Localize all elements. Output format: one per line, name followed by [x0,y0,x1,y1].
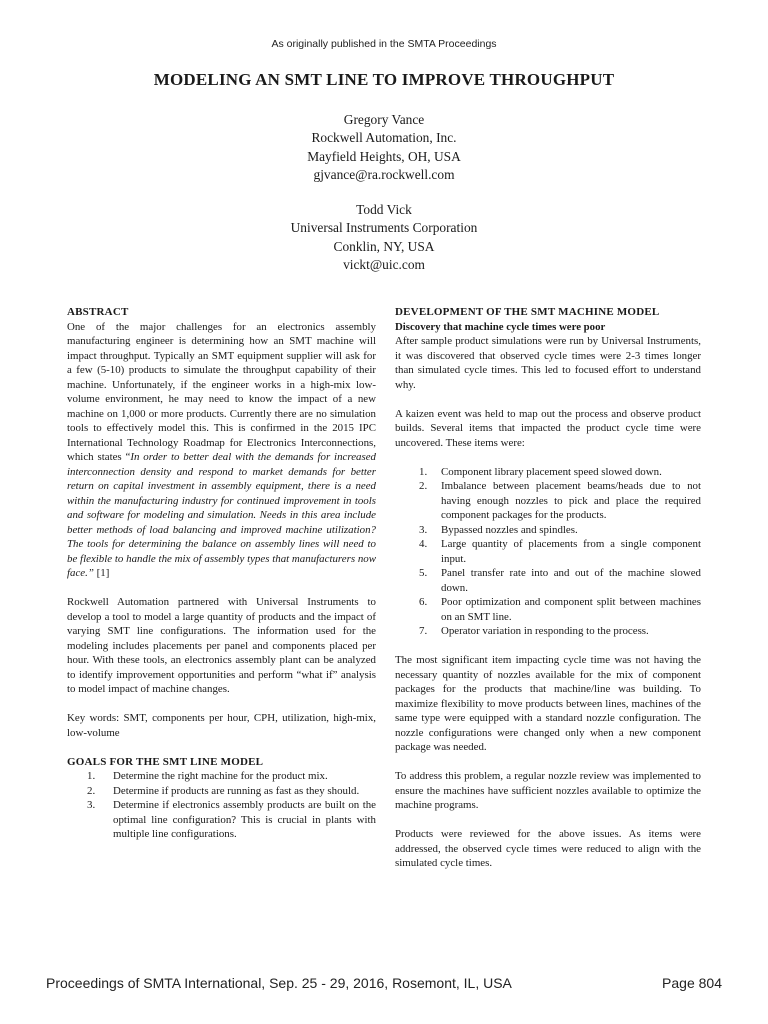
list-text: Component library placement speed slowed down. [441,465,662,478]
list-text: Bypassed nozzles and spindles. [441,523,578,536]
abstract-paragraph [67,320,376,581]
list-text: Determine if products are running as fast as they should. [113,784,360,797]
goals-heading: GOALS FOR THE SMT LINE MODEL [67,755,264,768]
author-block [0,201,768,274]
list-text: Poor optimization and component split between machines on an SMT line. [441,596,701,623]
author-organization: Universal Instruments Corporation [290,220,478,236]
author-block [0,111,768,184]
left-column [67,305,376,856]
development-subheading: Discovery that machine cycle times were poor [395,320,606,333]
right-column [395,305,701,885]
list-item [395,479,701,523]
author-email[interactable]: vickt@uic.com [343,257,425,273]
list-item [395,523,701,538]
abstract-quote: In order to better deal with the demands for increased interconnection density and respond to market demands for better return on capital investment in assembly equipment, there is a need within the manufacturing industry for continued improvement in tools and software for modeling and simulation. Needs in this area include better methods of load balancing and improved machine utilization? The tools for determining the balance on assembly lines will need to be flexible to handle the mix of assembly types that manufacturers now face.” [67,451,376,579]
list-number: 4. [419,538,428,550]
author-name: Todd Vick [356,202,412,218]
list-item [67,798,376,842]
author-email[interactable]: gjvance@ra.rockwell.com [313,166,455,182]
abstract-paragraph: Rockwell Automation partnered with Universal Instruments to develop a tool to model a large quantity of products and the impact of varying SMT line configurations. The information used for the modeling includes placements per panel and components placed per hour. With these tools, an electronics assembly plant can be analyzed to identify improvement opportunities and perform “what if” analysis to model impact of machine changes. [67,596,376,695]
author-name: Gregory Vance [343,112,425,127]
author-location: Mayfield Heights, OH, USA [307,148,461,164]
citation-reference: [1] [93,567,110,579]
list-text: Imbalance between placement beams/heads due to not having enough nozzles to pick and place the required component packages for the products. [441,480,701,521]
list-number: 5. [419,567,428,579]
issues-list [395,465,701,639]
list-number: 1. [419,465,428,478]
list-text: Operator variation in responding to the process. [441,625,649,637]
footer-proceedings: Proceedings of SMTA International, Sep. 25 - 29, 2016, Rosemont, IL, USA [46,975,512,991]
list-item [395,624,701,639]
list-number: 7. [419,625,428,637]
body-paragraph: A kaizen event was held to map out the process and observe product builds. Several items that impacted the product cycle time were uncovered. These items were: [395,407,701,449]
body-paragraph: After sample product simulations were run by Universal Instruments, it was discovered that observed cycle times were 2-3 times longer than simulated cycle times. This led to focused effort to understand why. [395,335,701,391]
list-number: 3. [87,799,96,811]
list-text: Determine the right machine for the product mix. [113,770,328,782]
paper-title: MODELING AN SMT LINE TO IMPROVE THROUGHPUT [153,70,615,89]
list-text: Large quantity of placements from a single component input. [441,538,701,565]
list-item [67,769,376,784]
list-number: 3. [419,523,428,536]
body-paragraph: Products were reviewed for the above issues. As items were addressed, the observed cycle times were reduced to align with the simulated cycle times. [395,828,701,869]
development-heading: DEVELOPMENT OF THE SMT MACHINE MODEL [395,306,660,318]
author-location: Conklin, NY, USA [333,238,435,254]
list-text: Determine if electronics assembly products are built on the optimal line configuration? This is crucial in plants with multiple line configurations. [113,799,376,840]
list-item [395,595,701,624]
author-list [0,111,768,291]
publication-note: As originally published in the SMTA Proceedings [271,38,497,50]
list-text: Panel transfer rate into and out of the machine slowed down. [441,567,701,594]
list-number: 2. [87,784,96,797]
body-paragraph: To address this problem, a regular nozzle review was implemented to ensure the machines have sufficient nozzles available to optimize the machine programs. [395,770,701,811]
author-organization: Rockwell Automation, Inc. [311,130,457,146]
list-item [395,537,701,566]
list-item [395,465,701,480]
list-item [395,566,701,595]
keywords: Key words: SMT, components per hour, CPH, utilization, high-mix, low-volume [67,712,376,739]
body-paragraph: The most significant item impacting cycle time was not having the necessary quantity of nozzles available for the mix of component packages for the products that machine/line was building. To maximize flexibility to move products between lines, machines of the same type were equipped with a standard nozzle configuration. The nozzle configurations were changed only when a new component package was needed. [395,654,701,753]
footer-page-number: Page 804 [662,975,722,991]
list-item [67,784,376,799]
abstract-text: One of the major challenges for an electronics assembly manufacturing engineer is determining how an SMT machine will impact throughput. Typically an SMT equipment supplier will ask for a few (5-10) products to simulate the throughput capability of their machine. Unfortunately, if the engineer works in a high-mix low-volume environment, he may need to know the impact of a new machine on 1,000 or more products. Currently there are no simulation tools to effectively model this. This is confirmed in the 2015 IPC International Technology Roadmap for Electronics Interconnections, which states “ [67,320,376,463]
abstract-heading: ABSTRACT [67,306,129,318]
list-number: 1. [87,770,96,782]
goals-list [67,769,376,842]
list-number: 6. [419,596,428,608]
list-number: 2. [419,480,428,492]
